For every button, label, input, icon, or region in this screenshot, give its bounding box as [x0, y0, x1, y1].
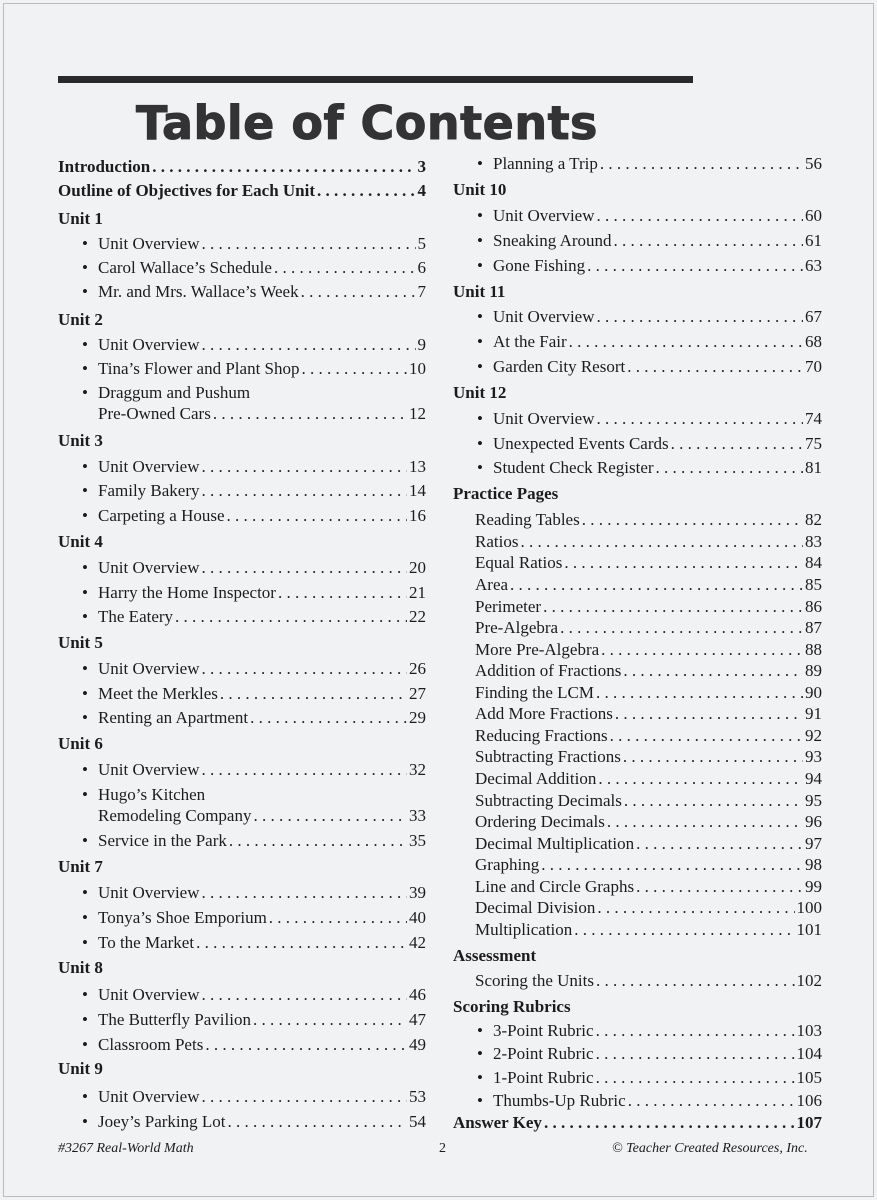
- toc-entry-text: • 1-Point Rubric: [493, 1068, 594, 1087]
- toc-page-number: 20: [409, 558, 426, 577]
- footer-page-number: 2: [439, 1141, 446, 1156]
- toc-section-heading: [453, 997, 822, 1017]
- toc-page-number: 101: [796, 920, 822, 939]
- toc-page-number: 7: [417, 282, 426, 301]
- toc-entry: [82, 1035, 426, 1055]
- toc-entry: [475, 971, 822, 991]
- toc-entry-text: • Unexpected Events Cards: [493, 434, 669, 453]
- toc-page-number: 56: [805, 154, 822, 173]
- toc-heading-text: Unit 1: [58, 209, 103, 228]
- leader-dots: [596, 1068, 795, 1088]
- toc-page-number: 6: [417, 258, 426, 277]
- toc-page-number: 54: [409, 1112, 426, 1131]
- leader-dots: [202, 457, 407, 477]
- toc-heading-text: Unit 8: [58, 958, 103, 977]
- leader-dots: [656, 458, 803, 478]
- toc-entry-text: Add More Fractions: [475, 704, 613, 723]
- leader-dots: [202, 335, 416, 355]
- toc-section-heading: [58, 431, 426, 451]
- toc-section-heading: [58, 857, 426, 877]
- toc-entry-text: • Harry the Home Inspector: [98, 583, 276, 602]
- toc-page-number: 82: [805, 510, 822, 529]
- toc-entry-text: Scoring the Units: [475, 971, 594, 990]
- toc-page-number: 99: [805, 877, 822, 896]
- toc-entry-text: • Unit Overview: [98, 335, 200, 354]
- leader-dots: [302, 359, 407, 379]
- footer-book-title: #3267 Real-World Math: [58, 1141, 194, 1156]
- toc-entry-text: Subtracting Decimals: [475, 791, 622, 810]
- toc-page-number: 21: [409, 583, 426, 602]
- toc-page-number: 29: [409, 708, 426, 727]
- toc-entry: [475, 877, 822, 897]
- toc-section-heading: [58, 209, 426, 229]
- toc-entry-text: More Pre-Algebra: [475, 640, 600, 659]
- toc-entry-text: Addition of Fractions: [475, 661, 622, 680]
- leader-dots: [636, 877, 803, 897]
- toc-page-number: 40: [409, 908, 426, 927]
- toc-entry-text: • Joey’s Parking Lot: [98, 1112, 226, 1131]
- toc-page-number: 5: [417, 234, 426, 253]
- toc-page-number: 63: [805, 256, 822, 275]
- toc-entry: [82, 1087, 426, 1107]
- toc-entry-text: Graphing: [475, 855, 540, 874]
- toc-page-number: 75: [805, 434, 822, 453]
- toc-entry-text: Hugo’s Kitchen: [98, 785, 206, 804]
- toc-entry-text: Outline of Objectives for Each Unit: [58, 181, 316, 200]
- toc-page-number: 74: [805, 409, 822, 428]
- toc-entry: [82, 234, 426, 254]
- toc-entry-text: • At the Fair: [493, 332, 567, 351]
- toc-entry: [82, 883, 426, 903]
- toc-entry-text: • To the Market: [98, 933, 195, 952]
- toc-page-number: 92: [805, 726, 822, 745]
- toc-page-number: 68: [805, 332, 822, 351]
- toc-entry: [477, 307, 822, 327]
- leader-dots: [597, 409, 803, 429]
- leader-dots: [544, 1113, 795, 1133]
- toc-page-number: 107: [796, 1113, 822, 1132]
- toc-entry-text: • Unit Overview: [98, 558, 200, 577]
- toc-entry: [475, 812, 822, 832]
- toc-entry: [475, 726, 822, 746]
- leader-dots: [510, 575, 803, 595]
- leader-dots: [627, 357, 803, 377]
- toc-heading-text: Unit 9: [58, 1059, 103, 1078]
- toc-section-heading: [453, 180, 822, 200]
- toc-entry: [82, 457, 426, 477]
- toc-heading-text: Unit 5: [58, 633, 103, 652]
- toc-page-number: 93: [805, 747, 822, 766]
- leader-dots: [615, 704, 803, 724]
- toc-entry: [475, 855, 822, 875]
- toc-page-number: 14: [409, 481, 426, 500]
- toc-page-number: 46: [409, 985, 426, 1004]
- toc-entry: [82, 659, 426, 679]
- toc-heading-text: Practice Pages: [453, 484, 559, 503]
- toc-entry-text: Line and Circle Graphs: [475, 877, 635, 896]
- toc-entry: [82, 558, 426, 578]
- toc-entry: [82, 785, 426, 805]
- toc-entry-text: • Meet the Merkles: [98, 684, 218, 703]
- toc-entry: [82, 258, 426, 278]
- leader-dots: [610, 726, 803, 746]
- toc-entry-text: • Tina’s Flower and Plant Shop: [98, 359, 300, 378]
- toc-heading-text: Unit 11: [453, 282, 506, 301]
- toc-section-heading: [58, 958, 426, 978]
- toc-page-number: 39: [409, 883, 426, 902]
- leader-dots: [574, 920, 794, 940]
- toc-page-number: 89: [805, 661, 822, 680]
- toc-page-number: 91: [805, 704, 822, 723]
- leader-dots: [202, 481, 407, 501]
- toc-page-number: 98: [805, 855, 822, 874]
- leader-dots: [614, 231, 803, 251]
- toc-entry: [475, 640, 822, 660]
- toc-page-number: 100: [796, 898, 822, 917]
- toc-entry: [475, 834, 822, 854]
- toc-section-entry: [58, 181, 426, 201]
- toc-entry: [475, 532, 822, 552]
- toc-entry: [475, 510, 822, 530]
- toc-page-number: 42: [409, 933, 426, 952]
- toc-entry: [82, 359, 426, 379]
- toc-entry-text: • Unit Overview: [493, 307, 595, 326]
- toc-entry-text: • Tonya’s Shoe Emporium: [98, 908, 267, 927]
- leader-dots: [597, 898, 794, 918]
- toc-entry-text: • The Eatery: [98, 607, 174, 626]
- toc-entry-text: Ordering Decimals: [475, 812, 605, 831]
- toc-page-number: 49: [409, 1035, 426, 1054]
- toc-page-number: 84: [805, 553, 822, 572]
- leader-dots: [671, 434, 803, 454]
- toc-section-heading: [58, 633, 426, 653]
- toc-heading-text: Unit 7: [58, 857, 103, 876]
- leader-dots: [560, 618, 803, 638]
- leader-dots: [196, 933, 407, 953]
- leader-dots: [607, 812, 803, 832]
- leader-dots: [253, 806, 407, 826]
- toc-entry: [82, 831, 426, 851]
- toc-entry: [475, 747, 822, 767]
- toc-heading-text: Unit 3: [58, 431, 103, 450]
- toc-entry: [82, 1010, 426, 1030]
- toc-page-number: 95: [805, 791, 822, 810]
- toc-entry-text: Introduction: [58, 157, 151, 176]
- toc-entry: [82, 985, 426, 1005]
- toc-entry: [477, 1068, 822, 1088]
- toc-page-number: 60: [805, 206, 822, 225]
- toc-entry: [475, 553, 822, 573]
- toc-page-number: 27: [409, 684, 426, 703]
- toc-page-number: 16: [409, 506, 426, 525]
- toc-entry-text: • Thumbs-Up Rubric: [493, 1091, 626, 1110]
- toc-entry-text: • Carpeting a House: [98, 506, 225, 525]
- toc-page-number: 47: [409, 1010, 426, 1029]
- toc-entry: [477, 206, 822, 226]
- toc-heading-text: Unit 6: [58, 734, 103, 753]
- toc-entry: [477, 1021, 822, 1041]
- toc-entry: [477, 154, 822, 174]
- toc-page-number: 83: [805, 532, 822, 551]
- leader-dots: [541, 855, 803, 875]
- toc-section-heading: [453, 946, 822, 966]
- leader-dots: [205, 1035, 407, 1055]
- top-rule: [58, 76, 693, 83]
- leader-dots: [587, 256, 803, 276]
- toc-entry: [477, 357, 822, 377]
- toc-entry: [475, 898, 822, 918]
- toc-entry-text: • Renting an Apartment: [98, 708, 249, 727]
- toc-page-number: 105: [796, 1068, 822, 1087]
- toc-page-number: 61: [805, 231, 822, 250]
- toc-entry-text: Remodeling Company: [98, 806, 252, 825]
- toc-entry-text: • Unit Overview: [98, 1087, 200, 1106]
- toc-section-heading: [58, 532, 426, 552]
- toc-entry: [475, 597, 822, 617]
- toc-heading-text: Unit 12: [453, 383, 507, 402]
- toc-entry-text: • Classroom Pets: [98, 1035, 204, 1054]
- toc-entry: [477, 458, 822, 478]
- toc-page-number: 35: [409, 831, 426, 850]
- toc-entry: [82, 933, 426, 953]
- toc-entry-text: Decimal Multiplication: [475, 834, 635, 853]
- toc-entry-text: Equal Ratios: [475, 553, 563, 572]
- toc-entry: [82, 1112, 426, 1132]
- toc-entry: [82, 684, 426, 704]
- toc-section-entry: [58, 157, 426, 177]
- footer-publisher: © Teacher Created Resources, Inc.: [612, 1141, 808, 1156]
- toc-entry-text: • Planning a Trip: [493, 154, 598, 173]
- leader-dots: [253, 1010, 407, 1030]
- leader-dots: [564, 553, 803, 573]
- leader-dots: [600, 154, 803, 174]
- toc-entry: [475, 618, 822, 638]
- leader-dots: [202, 1087, 407, 1107]
- toc-page-number: 33: [409, 806, 426, 825]
- toc-entry: [477, 1044, 822, 1064]
- toc-page-number: 13: [409, 457, 426, 476]
- toc-entry-text: • Unit Overview: [98, 760, 200, 779]
- toc-entry: [477, 1091, 822, 1111]
- toc-entry-text: Reading Tables: [475, 510, 580, 529]
- leader-dots: [596, 683, 803, 703]
- leader-dots: [624, 791, 803, 811]
- toc-page-number: 12: [409, 404, 426, 423]
- toc-entry-text: Draggum and Pushum: [98, 383, 251, 402]
- toc-entry-text: Multiplication: [475, 920, 573, 939]
- leader-dots: [229, 831, 407, 851]
- toc-entry-text: Subtracting Fractions: [475, 747, 621, 766]
- leader-dots: [202, 883, 407, 903]
- leader-dots: [597, 206, 803, 226]
- toc-section-heading: [453, 383, 822, 403]
- leader-dots: [601, 640, 803, 660]
- leader-dots: [175, 607, 407, 627]
- toc-page-number: 9: [417, 335, 426, 354]
- toc-entry-text: Reducing Fractions: [475, 726, 608, 745]
- toc-entry-text: Answer Key: [453, 1113, 542, 1132]
- toc-entry-text: • Sneaking Around: [493, 231, 612, 250]
- toc-entry-text: Ratios: [475, 532, 519, 551]
- toc-entry: [82, 481, 426, 501]
- toc-entry-text: • Service in the Park: [98, 831, 227, 850]
- toc-entry: [477, 256, 822, 276]
- leader-dots: [202, 985, 407, 1005]
- leader-dots: [152, 157, 415, 177]
- toc-page-number: 106: [796, 1091, 822, 1110]
- toc-page-number: 90: [805, 683, 822, 702]
- toc-entry: [475, 704, 822, 724]
- toc-entry-text: Decimal Division: [475, 898, 596, 917]
- toc-page-number: 102: [796, 971, 822, 990]
- toc-entry: [82, 506, 426, 526]
- toc-entry-text: • Carol Wallace’s Schedule: [98, 258, 272, 277]
- leader-dots: [596, 971, 795, 991]
- toc-heading-text: Unit 10: [453, 180, 507, 199]
- leader-dots: [623, 747, 803, 767]
- toc-page-number: 87: [805, 618, 822, 637]
- toc-entry-text: Finding the LCM: [475, 683, 595, 702]
- leader-dots: [543, 597, 803, 617]
- toc-entry-text: Pre-Owned Cars: [98, 404, 211, 423]
- toc-entry-text: Area: [475, 575, 509, 594]
- toc-entry-text: • 2-Point Rubric: [493, 1044, 594, 1063]
- toc-page-number: 86: [805, 597, 822, 616]
- toc-entry: [82, 383, 426, 403]
- leader-dots: [269, 908, 407, 928]
- toc-entry: [475, 575, 822, 595]
- leader-dots: [202, 234, 416, 254]
- toc-entry: [82, 708, 426, 728]
- toc-entry-text: Decimal Addition: [475, 769, 597, 788]
- leader-dots: [317, 181, 415, 201]
- toc-page-number: 88: [805, 640, 822, 659]
- toc-page-number: 32: [409, 760, 426, 779]
- toc-entry-text: • Gone Fishing: [493, 256, 586, 275]
- toc-entry-text: • Unit Overview: [98, 985, 200, 1004]
- toc-page-number: 67: [805, 307, 822, 326]
- toc-entry: [475, 683, 822, 703]
- toc-entry-text: • The Butterfly Pavilion: [98, 1010, 251, 1029]
- toc-entry: [477, 409, 822, 429]
- toc-entry-continuation: [98, 806, 426, 826]
- leader-dots: [220, 684, 407, 704]
- toc-entry-text: • Mr. and Mrs. Wallace’s Week: [98, 282, 299, 301]
- leader-dots: [278, 583, 407, 603]
- toc-section-heading: [58, 734, 426, 754]
- toc-page-number: 94: [805, 769, 822, 788]
- toc-page-number: 70: [805, 357, 822, 376]
- toc-page-number: 53: [409, 1087, 426, 1106]
- toc-page-number: 104: [796, 1044, 822, 1063]
- toc-page-number: 103: [796, 1021, 822, 1040]
- toc-page-number: 4: [417, 181, 426, 200]
- toc-entry: [475, 791, 822, 811]
- leader-dots: [598, 769, 803, 789]
- toc-heading-text: Unit 4: [58, 532, 103, 551]
- toc-page-number: 81: [805, 458, 822, 477]
- toc-entry-text: • 3-Point Rubric: [493, 1021, 594, 1040]
- leader-dots: [596, 1021, 795, 1041]
- toc-heading-text: Scoring Rubrics: [453, 997, 571, 1016]
- leader-dots: [636, 834, 803, 854]
- toc-section-heading: [453, 484, 822, 504]
- leader-dots: [228, 1112, 408, 1132]
- toc-page-number: 10: [409, 359, 426, 378]
- toc-entry: [477, 231, 822, 251]
- toc-entry-text: • Unit Overview: [493, 206, 595, 225]
- toc-entry-text: • Unit Overview: [98, 457, 200, 476]
- toc-section-entry: [453, 1113, 822, 1133]
- leader-dots: [202, 558, 407, 578]
- leader-dots: [582, 510, 803, 530]
- leader-dots: [213, 404, 407, 424]
- toc-entry-text: Perimeter: [475, 597, 542, 616]
- toc-page-number: 22: [409, 607, 426, 626]
- toc-entry-text: • Student Check Register: [493, 458, 654, 477]
- toc-entry: [82, 282, 426, 302]
- leader-dots: [227, 506, 407, 526]
- leader-dots: [202, 760, 407, 780]
- toc-entry: [82, 583, 426, 603]
- toc-entry-text: • Garden City Resort: [493, 357, 626, 376]
- toc-entry: [475, 769, 822, 789]
- leader-dots: [623, 661, 803, 681]
- toc-entry-text: • Unit Overview: [493, 409, 595, 428]
- leader-dots: [597, 307, 803, 327]
- leader-dots: [301, 282, 416, 302]
- leader-dots: [628, 1091, 795, 1111]
- toc-entry: [477, 434, 822, 454]
- toc-entry-text: Pre-Algebra: [475, 618, 559, 637]
- toc-entry: [82, 908, 426, 928]
- toc-entry: [477, 332, 822, 352]
- leader-dots: [250, 708, 407, 728]
- toc-page-number: 97: [805, 834, 822, 853]
- toc-section-heading: [58, 1059, 426, 1079]
- toc-entry: [82, 760, 426, 780]
- toc-page-number: 96: [805, 812, 822, 831]
- toc-entry-continuation: [98, 404, 426, 424]
- toc-page-number: 26: [409, 659, 426, 678]
- toc-entry: [82, 335, 426, 355]
- toc-heading-text: Assessment: [453, 946, 537, 965]
- toc-entry: [475, 920, 822, 940]
- leader-dots: [202, 659, 407, 679]
- leader-dots: [520, 532, 803, 552]
- page-title: Table of Contents: [136, 96, 598, 150]
- leader-dots: [569, 332, 803, 352]
- toc-section-heading: [58, 310, 426, 330]
- toc-entry: [475, 661, 822, 681]
- leader-dots: [274, 258, 416, 278]
- toc-entry-text: • Unit Overview: [98, 883, 200, 902]
- toc-page-number: 85: [805, 575, 822, 594]
- toc-entry-text: • Unit Overview: [98, 234, 200, 253]
- toc-section-heading: [453, 282, 822, 302]
- toc-entry-text: • Unit Overview: [98, 659, 200, 678]
- toc-entry-text: • Family Bakery: [98, 481, 200, 500]
- toc-page-number: 3: [417, 157, 426, 176]
- toc-heading-text: Unit 2: [58, 310, 103, 329]
- toc-entry: [82, 607, 426, 627]
- leader-dots: [596, 1044, 795, 1064]
